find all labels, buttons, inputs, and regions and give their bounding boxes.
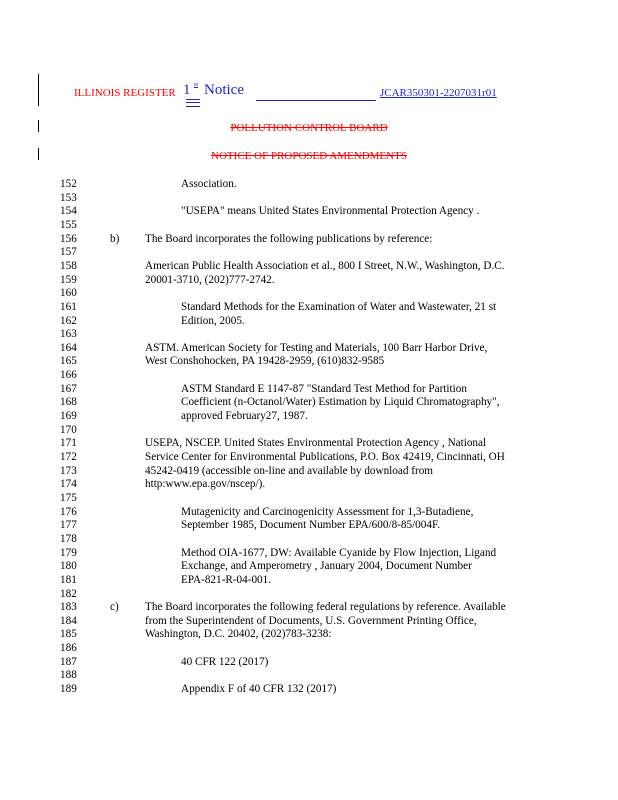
line-row — [60, 465, 618, 478]
line-number: 153 — [60, 191, 77, 204]
line-row — [60, 601, 618, 614]
line-row — [60, 219, 618, 232]
line-text: Exchange, and Amperometry , January 2004, Document Number — [181, 560, 472, 573]
line-number: 183 — [60, 601, 77, 614]
line-text: Standard Methods for the Examination of Water and Wastewater, 21 st — [181, 300, 497, 313]
line-number: 158 — [60, 259, 77, 272]
line-text: ASTM. American Society for Testing and Materials, 100 Barr Harbor Drive, — [145, 341, 488, 354]
line-number: 165 — [60, 355, 77, 368]
line-row — [60, 642, 618, 655]
line-row — [60, 205, 618, 218]
line-number: 185 — [60, 628, 77, 641]
header-double-underline — [186, 99, 200, 103]
line-row — [60, 315, 618, 328]
line-row — [60, 178, 618, 191]
agency-title: POLLUTION CONTROL BOARD — [230, 122, 388, 134]
line-number: 173 — [60, 464, 77, 477]
line-text: Appendix F of 40 CFR 132 (2017) — [181, 683, 337, 696]
line-number: 152 — [60, 178, 77, 190]
issue-superscript: st — [194, 82, 199, 88]
line-row — [60, 533, 618, 546]
line-number: 175 — [60, 491, 77, 504]
line-row — [60, 615, 618, 628]
line-number: 168 — [60, 396, 77, 409]
line-row — [60, 233, 618, 246]
line-number: 162 — [60, 314, 77, 327]
line-number: 181 — [60, 573, 77, 586]
line-number: 186 — [60, 642, 77, 655]
line-row — [60, 287, 618, 300]
line-row — [60, 328, 618, 341]
line-text: The Board incorporates the following publications by reference: — [145, 232, 433, 245]
line-number: 160 — [60, 287, 77, 300]
line-number: 179 — [60, 546, 77, 559]
line-text: USEPA, NSCEP. United States Environmental Protection Agency , National — [145, 437, 487, 450]
header-double-underline — [186, 106, 200, 107]
line-text: West Conshohocken, PA 19428-2959, (610)832-9585 — [145, 355, 385, 368]
line-number: 164 — [60, 341, 77, 354]
line-row — [60, 588, 618, 601]
line-number: 157 — [60, 246, 77, 259]
line-row — [60, 410, 618, 423]
subsection-label: c) — [110, 601, 119, 614]
line-number: 187 — [60, 655, 77, 668]
line-number: 184 — [60, 614, 77, 627]
line-number: 177 — [60, 519, 77, 532]
line-number: 163 — [60, 328, 77, 341]
line-row — [60, 547, 618, 560]
notice-title: NOTICE OF PROPOSED AMENDMENTS — [211, 150, 407, 162]
line-text: from the Superintendent of Documents, U.S. Government Printing Office, — [145, 614, 477, 627]
line-row — [60, 437, 618, 450]
line-text: Mutagenicity and Carcinogenicity Assessment for 1,3-Butadiene, — [181, 505, 474, 518]
line-text: 45242-0419 (accessible on-line and available by download from — [145, 464, 433, 477]
revision-bar — [38, 74, 39, 106]
line-text: Washington, D.C. 20402, (202)783-3238: — [145, 628, 332, 641]
line-number: 154 — [60, 205, 77, 218]
line-row — [60, 192, 618, 205]
line-text: 40 CFR 122 (2017) — [181, 655, 269, 668]
line-text: ASTM Standard E 1147-87 "Standard Test Method for Partition — [181, 382, 467, 395]
line-text: Method OIA-1677, DW: Available Cyanide by Flow Injection, Ligand — [181, 546, 497, 559]
line-number: 174 — [60, 478, 77, 491]
register-title: ILLINOIS REGISTER — [74, 87, 176, 99]
line-number: 161 — [60, 300, 77, 313]
line-row — [60, 342, 618, 355]
line-text: 20001-3710, (202)777-2742. — [145, 273, 275, 286]
line-number: 172 — [60, 451, 77, 463]
line-row — [60, 683, 618, 696]
line-number: 182 — [60, 587, 77, 600]
line-number: 166 — [60, 369, 77, 382]
line-text: http:www.epa.gov/nscep/). — [145, 478, 266, 491]
line-row — [60, 506, 618, 519]
line-row — [60, 574, 618, 587]
line-number: 188 — [60, 669, 77, 682]
line-number: 171 — [60, 437, 77, 450]
line-row — [60, 492, 618, 505]
line-text: Edition, 2005. — [181, 314, 245, 327]
line-row — [60, 628, 618, 641]
line-row — [60, 478, 618, 491]
line-text: September 1985, Document Number EPA/600/8-85/004F. — [181, 519, 441, 532]
line-text: EPA-821-R-04-001. — [181, 573, 272, 586]
line-row — [60, 383, 618, 396]
line-number: 189 — [60, 683, 77, 696]
line-number: 155 — [60, 218, 77, 231]
line-number: 170 — [60, 423, 77, 436]
line-row — [60, 260, 618, 273]
jcar-code: JCAR350301-2207031r01 — [380, 87, 497, 99]
line-text: Association. — [181, 178, 237, 190]
line-number: 176 — [60, 505, 77, 518]
line-row — [60, 301, 618, 314]
line-text: American Public Health Association et al., 800 I Street, N.W., Washington, D.C. — [145, 259, 505, 272]
line-row — [60, 355, 618, 368]
line-row — [60, 656, 618, 669]
line-number: 159 — [60, 273, 77, 286]
notice-label: Notice — [204, 82, 244, 98]
line-row — [60, 424, 618, 437]
line-text: The Board incorporates the following federal regulations by reference. Available — [145, 601, 506, 614]
line-row — [60, 274, 618, 287]
line-text: Service Center for Environmental Publications, P.O. Box 42419, Cincinnati, OH — [145, 451, 505, 463]
line-number: 178 — [60, 532, 77, 545]
header-underline — [256, 100, 376, 101]
line-text: Coefficient (n-Octanol/Water) Estimation by Liquid Chromatography", — [181, 396, 500, 409]
line-text: approved February27, 1987. — [181, 410, 308, 423]
line-row — [60, 669, 618, 682]
line-row — [60, 519, 618, 532]
line-row — [60, 369, 618, 382]
line-row — [60, 246, 618, 259]
line-row — [60, 451, 618, 464]
line-row — [60, 396, 618, 409]
line-number: 169 — [60, 410, 77, 423]
line-text: "USEPA" means United States Environmental Protection Agency . — [181, 205, 480, 218]
line-number: 180 — [60, 560, 77, 573]
line-number: 167 — [60, 382, 77, 395]
line-number: 156 — [60, 232, 77, 245]
page-header — [74, 80, 554, 110]
line-row — [60, 560, 618, 573]
subsection-label: b) — [110, 232, 120, 245]
issue-number: 1 — [183, 82, 191, 98]
